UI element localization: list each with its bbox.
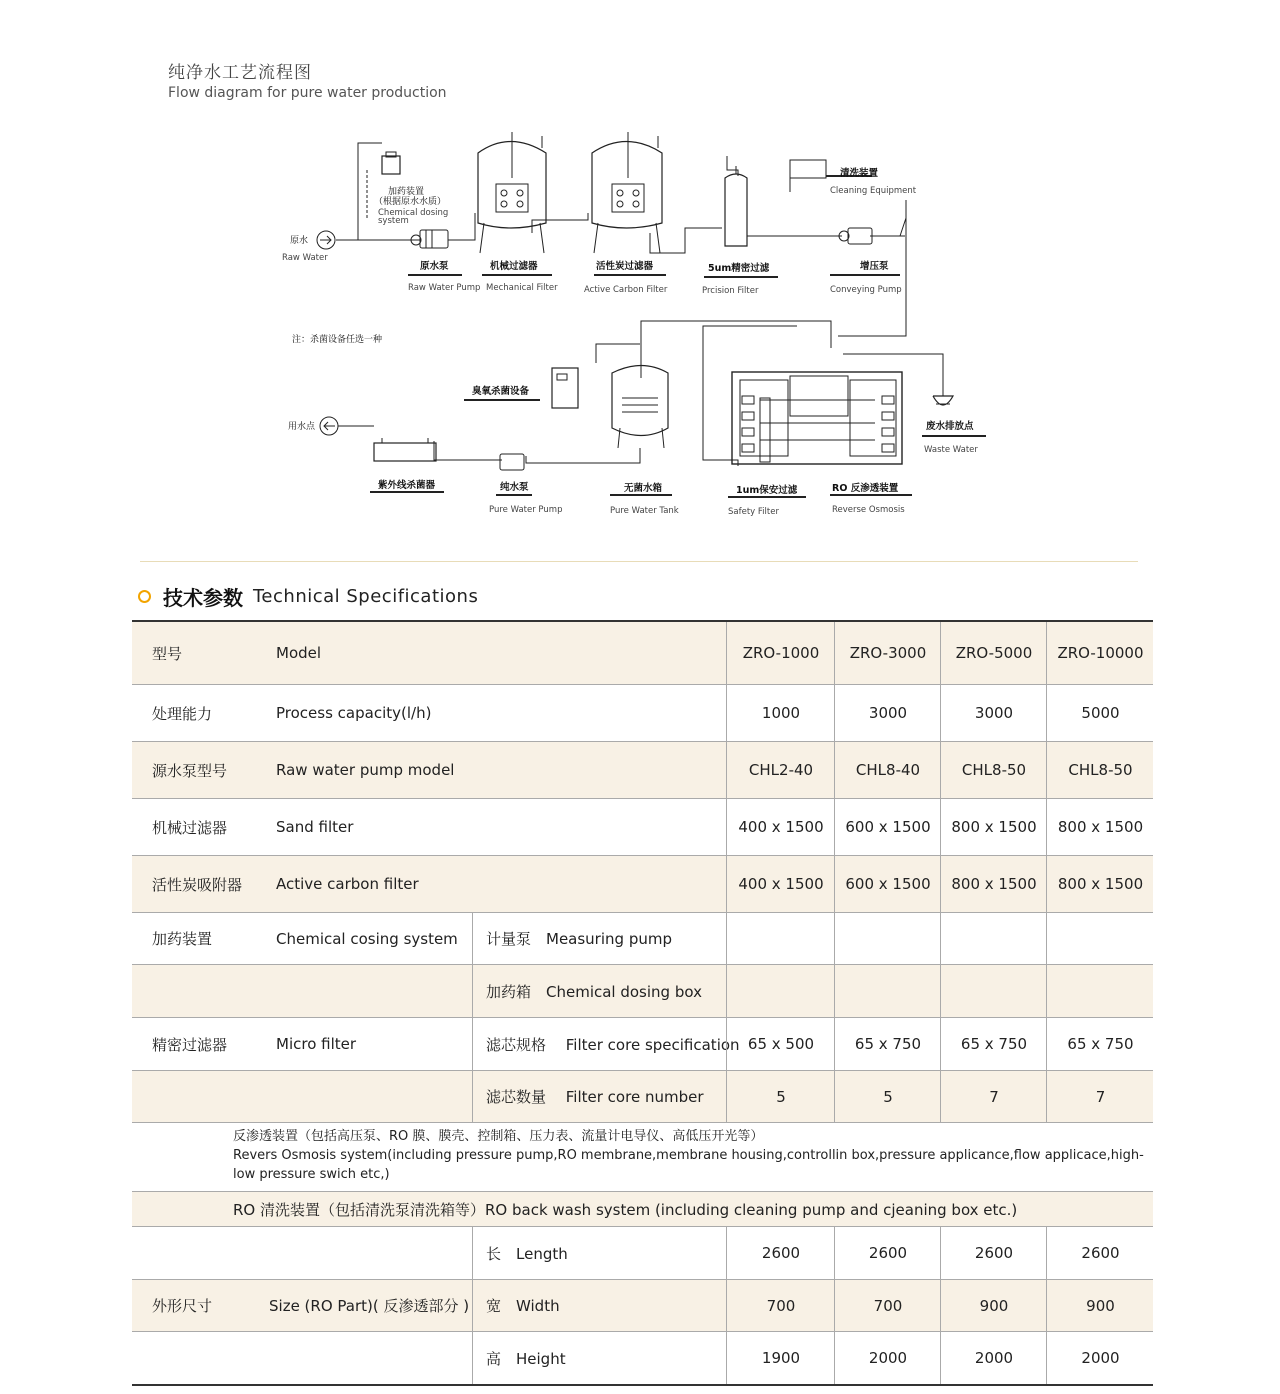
table-row-carbon-filter — [132, 856, 1153, 913]
row-label-en: Active carbon filter — [276, 875, 419, 893]
safety-filter-label-en: Safety Filter — [728, 507, 779, 517]
cell-value: 65 x 750 — [834, 1018, 941, 1070]
tank-label-zh: 无菌水箱 — [624, 483, 663, 494]
raw-water-label-zh: 原水 — [290, 236, 309, 246]
row-label-zh: 活性炭吸附器 — [152, 875, 243, 894]
sub-label: 计量泵 Measuring pump — [472, 913, 740, 964]
cell-value: ZRO-5000 — [940, 622, 1047, 684]
cell-value: ZRO-3000 — [834, 622, 941, 684]
cell-value: ZRO-10000 — [1046, 622, 1154, 684]
cell-value: 7 — [940, 1071, 1047, 1122]
sub-label: 滤芯规格 Filter core specification — [472, 1018, 740, 1070]
sub-label: 宽 Width — [472, 1280, 740, 1331]
dosing-label-zh1: 加药装置 — [388, 187, 425, 197]
cell-value: 800 x 1500 — [940, 799, 1047, 855]
cell-value — [1046, 965, 1154, 1017]
cell-value: 65 x 500 — [726, 1018, 835, 1070]
raw-water-label-en: Raw Water — [282, 253, 328, 263]
ozone-label-zh: 臭氧杀菌设备 — [472, 386, 530, 397]
table-row-micro-spec — [132, 1018, 1153, 1071]
cell-value — [940, 965, 1047, 1017]
cell-value: 2000 — [1046, 1332, 1154, 1384]
carbon-filter-label-en: Active Carbon Filter — [584, 285, 668, 295]
cell-value — [726, 965, 835, 1017]
cell-value: 1000 — [726, 685, 835, 741]
cell-value: CHL8-50 — [940, 742, 1047, 798]
row-label-zh: 机械过滤器 — [152, 818, 228, 837]
pure-pump-label-en: Pure Water Pump — [489, 505, 563, 515]
use-point-label-zh: 用水点 — [288, 422, 316, 432]
row-label-zh: 源水泵型号 — [152, 761, 228, 780]
cell-value: 65 x 750 — [1046, 1018, 1154, 1070]
flow-diagram — [270, 118, 978, 523]
cell-value: CHL8-50 — [1046, 742, 1154, 798]
cell-value: 7 — [1046, 1071, 1154, 1122]
cell-value: 800 x 1500 — [1046, 856, 1154, 912]
cell-value: 1900 — [726, 1332, 835, 1384]
cleaning-label-en: Cleaning Equipment — [830, 186, 917, 196]
row-label-zh: 处理能力 — [152, 704, 213, 723]
cell-value: 700 — [834, 1280, 941, 1331]
table-row-raw-pump — [132, 742, 1153, 799]
ro-note-en: Revers Osmosis system(including pressure pump,RO membrane,membrane housing,controllin box,pressure applicance,flow applicace,high-low pressure swich etc,) — [233, 1148, 1144, 1182]
sterilization-note: 注：杀菌设备任选一种 — [292, 335, 383, 345]
cell-value: 2000 — [940, 1332, 1047, 1384]
section-divider — [140, 561, 1138, 562]
cell-value — [726, 913, 835, 964]
dosing-label-zh2: （根据原水水质） — [374, 197, 447, 207]
cell-value: 5 — [726, 1071, 835, 1122]
ro-backwash-text: RO 清洗装置（包括清洗泵清洗箱等）RO back wash system (including cleaning pump and cjeaning box etc.) — [233, 1200, 1018, 1219]
diagram-header — [168, 58, 447, 101]
table-row-dosing-pump — [132, 913, 1153, 965]
safety-filter-label-zh: 1um保安过滤 — [736, 485, 798, 496]
sub-label: 滤芯数量 Filter core number — [472, 1071, 740, 1122]
dosing-label-en1: Chemical dosing — [378, 208, 449, 218]
waste-label-en: Waste Water — [924, 445, 978, 455]
precision-filter-label-en: Prcision Filter — [702, 286, 759, 296]
table-row-ro-note — [132, 1123, 1153, 1192]
sub-label: 长 Length — [472, 1227, 740, 1279]
cell-value: 400 x 1500 — [726, 799, 835, 855]
table-row-ro-backwash — [132, 1192, 1153, 1227]
cell-value: 2600 — [726, 1227, 835, 1279]
table-row-height — [132, 1332, 1153, 1386]
carbon-filter-label-zh: 活性炭过滤器 — [596, 261, 654, 272]
spec-table — [132, 620, 1153, 1386]
table-row-capacity — [132, 685, 1153, 742]
spec-section-title — [138, 582, 478, 611]
sub-label: 高 Height — [472, 1332, 740, 1384]
table-row-sand-filter — [132, 799, 1153, 856]
cell-value: 2600 — [940, 1227, 1047, 1279]
row-label-en: Micro filter — [276, 1035, 357, 1053]
ro-note-zh: 反渗透装置（包括高压泵、RO 膜、膜壳、控制箱、压力表、流量计电导仪、高低压开光等） — [233, 1129, 764, 1144]
cell-value: 2600 — [834, 1227, 941, 1279]
cell-value: CHL2-40 — [726, 742, 835, 798]
raw-pump-label-zh: 原水泵 — [420, 261, 449, 272]
cleaning-label-zh: 清洗装置 — [840, 168, 879, 179]
row-label-zh: 加药装置 — [152, 930, 213, 948]
cell-value: ZRO-1000 — [726, 622, 835, 684]
cell-value: 400 x 1500 — [726, 856, 835, 912]
cell-value — [1046, 913, 1154, 964]
cell-value: 5 — [834, 1071, 941, 1122]
table-row-micro-number — [132, 1071, 1153, 1123]
waste-label-zh: 废水排放点 — [926, 421, 974, 432]
row-label-en: Sand filter — [276, 818, 354, 836]
cell-value — [940, 913, 1047, 964]
cell-value: 3000 — [940, 685, 1047, 741]
raw-pump-label-en: Raw Water Pump — [408, 283, 481, 293]
cell-value: 700 — [726, 1280, 835, 1331]
cell-value — [834, 965, 941, 1017]
precision-filter-label-zh: 5um精密过滤 — [708, 263, 770, 274]
row-label-zh: 外形尺寸 — [152, 1297, 213, 1315]
cell-value: 65 x 750 — [940, 1018, 1047, 1070]
cell-value: 5000 — [1046, 685, 1154, 741]
ro-label-en: Reverse Osmosis — [832, 505, 905, 515]
tank-label-en: Pure Water Tank — [610, 506, 679, 516]
row-label-zh: 精密过滤器 — [152, 1035, 228, 1054]
row-label-en: Process capacity(l/h) — [276, 704, 432, 722]
table-row-dosing-box — [132, 965, 1153, 1018]
table-row-width — [132, 1280, 1153, 1332]
cell-value: 2600 — [1046, 1227, 1154, 1279]
uv-label-zh: 紫外线杀菌器 — [378, 480, 436, 491]
row-label-zh: 型号 — [152, 644, 183, 663]
ro-label-zh: RO 反渗透装置 — [832, 483, 899, 494]
circle-bullet-icon — [138, 590, 151, 603]
row-label-en: Chemical cosing system — [276, 929, 458, 948]
mech-filter-label-en: Mechanical Filter — [486, 283, 558, 293]
pure-pump-label-zh: 纯水泵 — [500, 482, 529, 493]
cell-value: 2000 — [834, 1332, 941, 1384]
diagram-title-en: Flow diagram for pure water production — [168, 85, 447, 101]
mech-filter-label-zh: 机械过滤器 — [490, 261, 538, 272]
table-row-length — [132, 1227, 1153, 1280]
row-label-en: Model — [276, 644, 322, 662]
cell-value: 600 x 1500 — [834, 799, 941, 855]
ro-note — [132, 1123, 1153, 1188]
booster-label-zh: 增压泵 — [860, 261, 889, 272]
cell-value: 800 x 1500 — [1046, 799, 1154, 855]
cell-value — [834, 913, 941, 964]
cell-value: 900 — [1046, 1280, 1154, 1331]
cell-value: CHL8-40 — [834, 742, 941, 798]
cell-value: 900 — [940, 1280, 1047, 1331]
diagram-title-zh: 纯净水工艺流程图 — [168, 63, 312, 83]
cell-value: 800 x 1500 — [940, 856, 1047, 912]
cell-value: 600 x 1500 — [834, 856, 941, 912]
row-label-en: Size (RO Part)( 反渗透部分 ) — [269, 1297, 470, 1315]
sub-label: 加药箱 Chemical dosing box — [472, 965, 740, 1017]
spec-title-en: Technical Specifications — [253, 586, 479, 607]
table-row-model — [132, 622, 1153, 685]
row-label-en: Raw water pump model — [276, 761, 455, 779]
cell-value: 3000 — [834, 685, 941, 741]
dosing-label-en2: system — [378, 216, 409, 226]
spec-title-zh: 技术参数 — [163, 586, 243, 610]
booster-label-en: Conveying Pump — [830, 285, 902, 295]
